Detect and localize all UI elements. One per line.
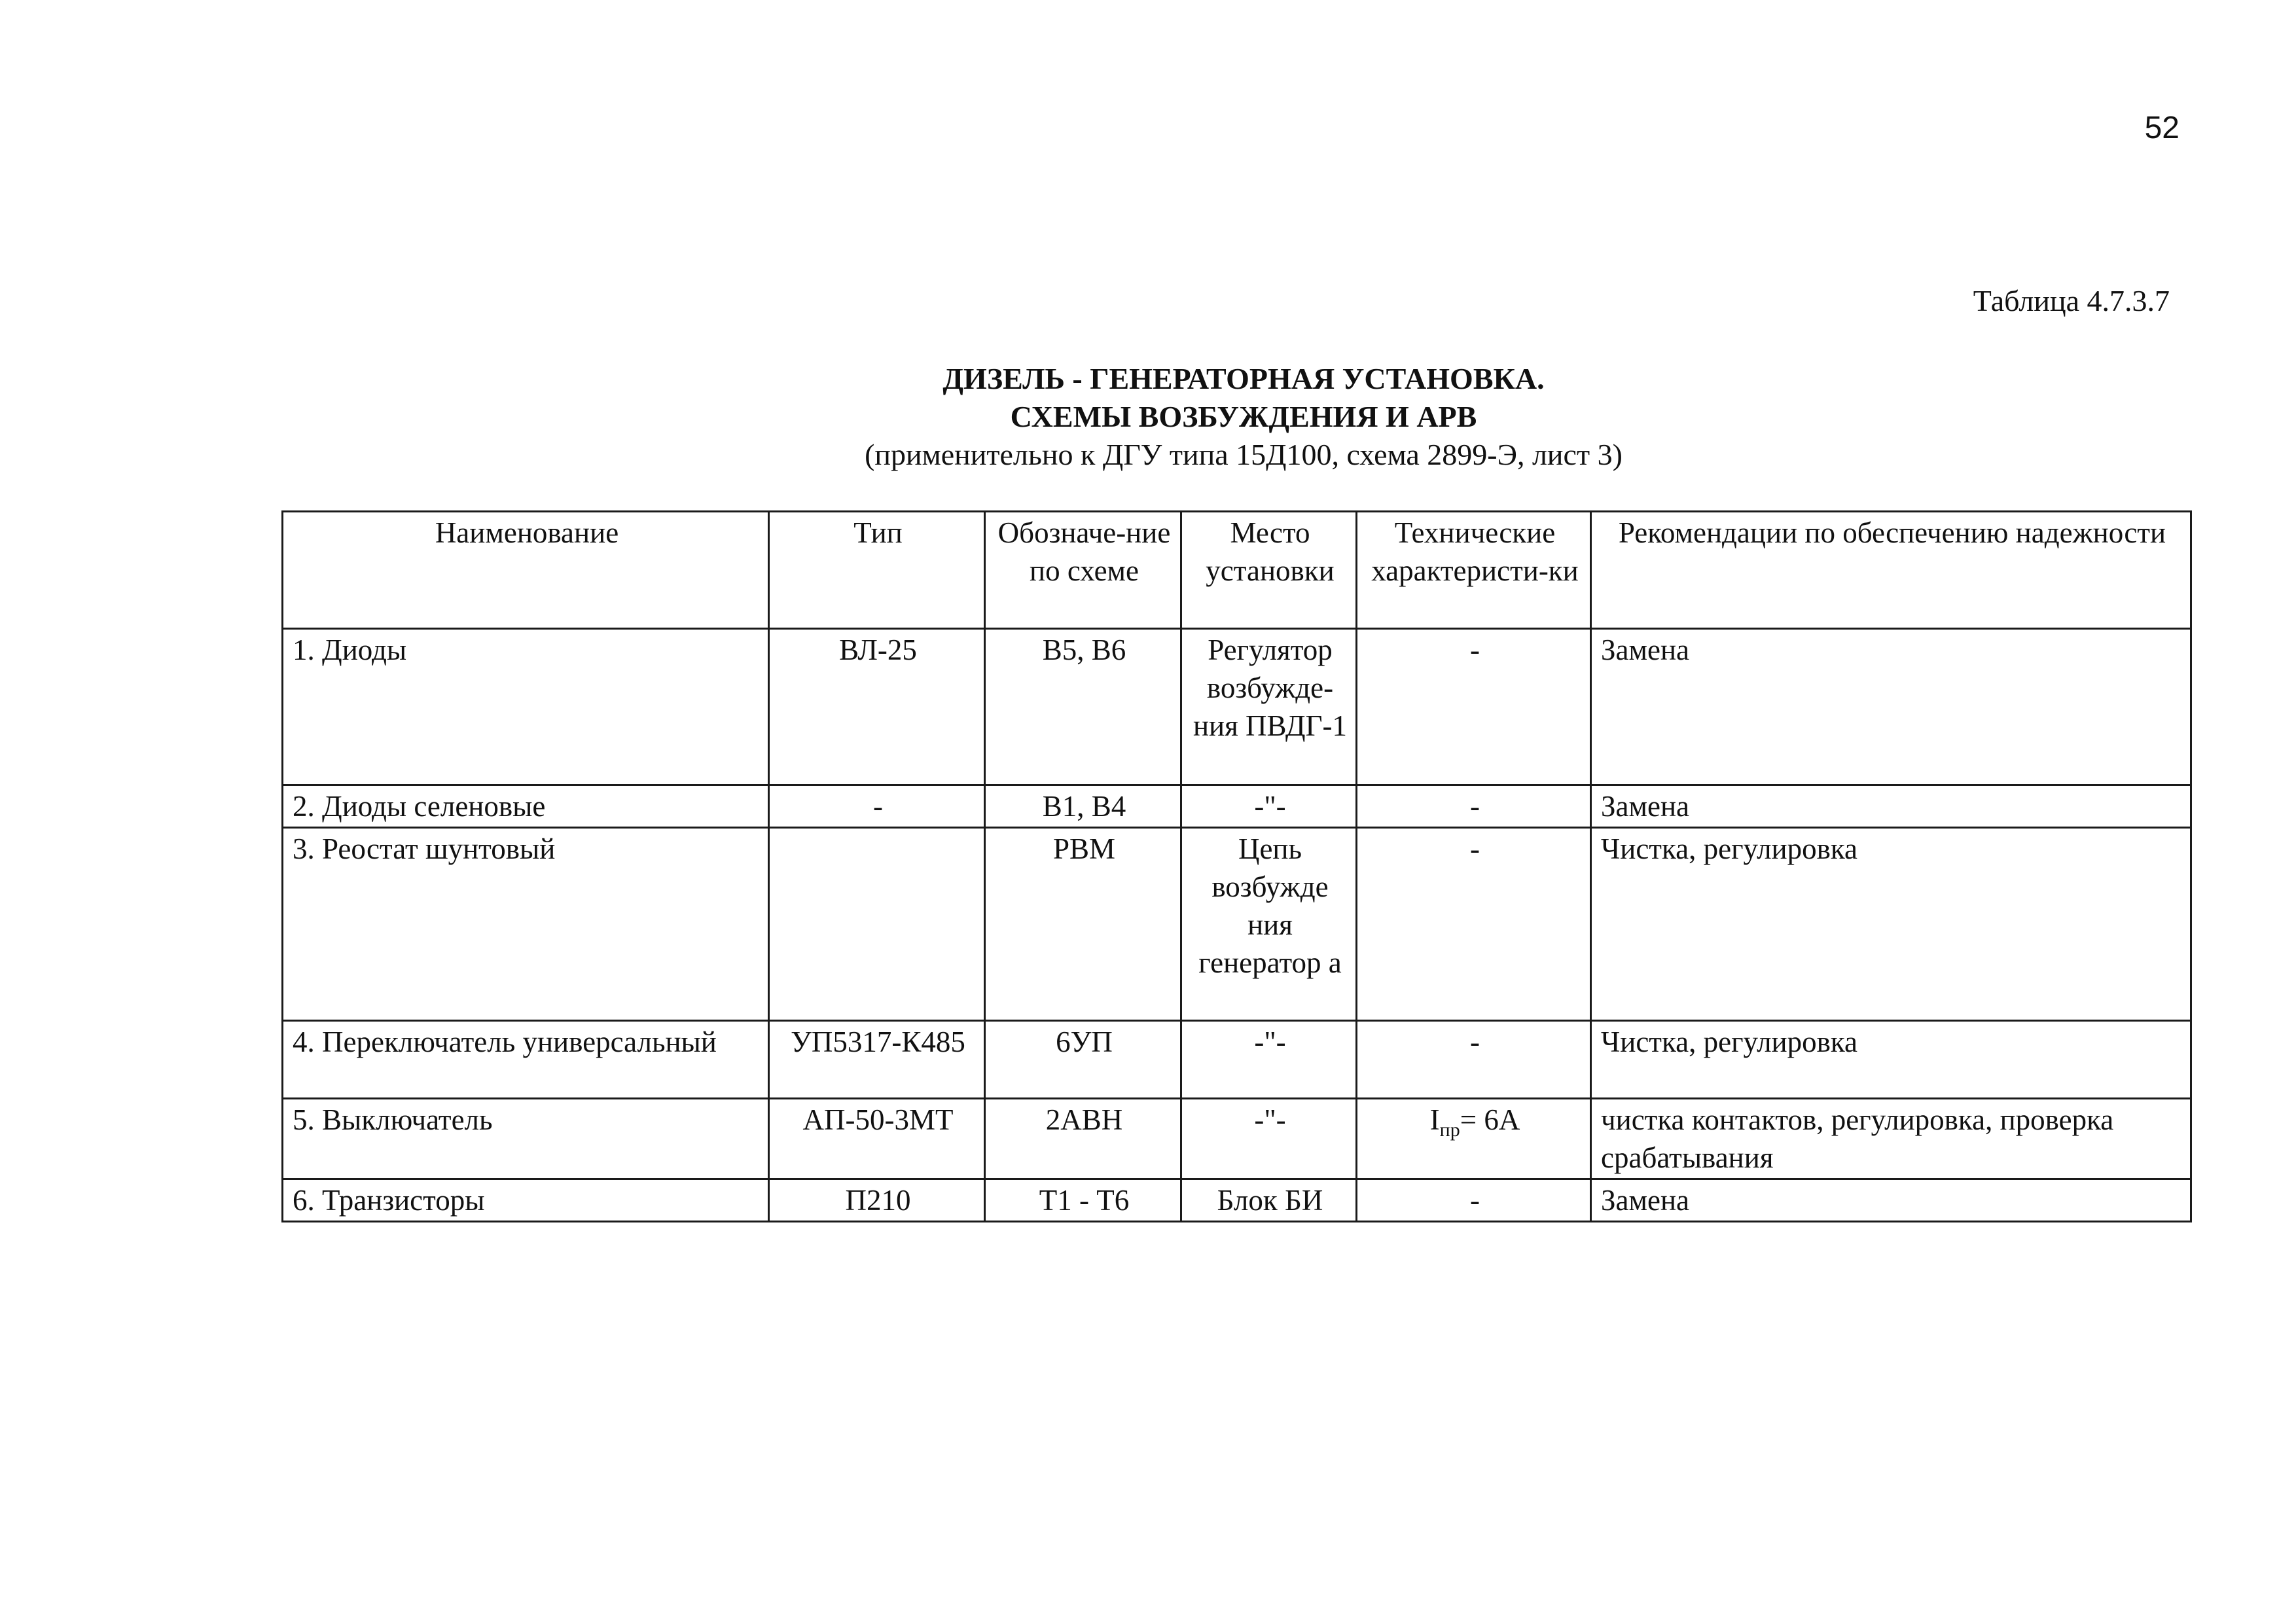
cell-type: АП-50-3МТ bbox=[769, 1099, 985, 1179]
table-header-row bbox=[283, 512, 2191, 629]
cell-type: ВЛ-25 bbox=[769, 629, 985, 785]
cell-specs: - bbox=[1357, 1021, 1591, 1099]
cell-specs bbox=[1357, 1099, 1591, 1179]
document-heading bbox=[720, 360, 1767, 474]
cell-location: -"- bbox=[1181, 785, 1357, 828]
header-designation: Обозначе-ние по схеме bbox=[985, 512, 1181, 629]
cell-designation: В1, В4 bbox=[985, 785, 1181, 828]
cell-type: П210 bbox=[769, 1179, 985, 1222]
cell-name: 1. Диоды bbox=[283, 629, 769, 785]
cell-location: Регулятор возбужде-ния ПВДГ-1 bbox=[1181, 629, 1357, 785]
spec-symbol: I bbox=[1429, 1103, 1440, 1136]
cell-specs: - bbox=[1357, 1179, 1591, 1222]
cell-recommendation: Чистка, регулировка bbox=[1591, 828, 2191, 1021]
cell-designation: 2АВН bbox=[985, 1099, 1181, 1179]
cell-specs: - bbox=[1357, 785, 1591, 828]
cell-name: 2. Диоды селеновые bbox=[283, 785, 769, 828]
header-type: Тип bbox=[769, 512, 985, 629]
header-name: Наименование bbox=[283, 512, 769, 629]
spec-value: = 6А bbox=[1460, 1103, 1520, 1136]
cell-specs: - bbox=[1357, 629, 1591, 785]
table-row bbox=[283, 785, 2191, 828]
cell-type: УП5317-К485 bbox=[769, 1021, 985, 1099]
table-row bbox=[283, 1179, 2191, 1222]
cell-recommendation: Чистка, регулировка bbox=[1591, 1021, 2191, 1099]
header-location: Место установки bbox=[1181, 512, 1357, 629]
cell-name: 4. Переключатель универсальный bbox=[283, 1021, 769, 1099]
cell-location: Блок БИ bbox=[1181, 1179, 1357, 1222]
heading-line-1: ДИЗЕЛЬ - ГЕНЕРАТОРНАЯ УСТАНОВКА. bbox=[942, 362, 1545, 395]
spec-subscript: пр bbox=[1439, 1119, 1460, 1141]
header-specs: Технические характеристи-ки bbox=[1357, 512, 1591, 629]
table-row bbox=[283, 828, 2191, 1021]
cell-specs: - bbox=[1357, 828, 1591, 1021]
cell-recommendation: Замена bbox=[1591, 629, 2191, 785]
cell-recommendation: Замена bbox=[1591, 785, 2191, 828]
header-recommendation: Рекомендации по обеспечению надежности bbox=[1591, 512, 2191, 629]
table-row bbox=[283, 1099, 2191, 1179]
cell-name: 3. Реостат шунтовый bbox=[283, 828, 769, 1021]
cell-location: -"- bbox=[1181, 1021, 1357, 1099]
table-reference: Таблица 4.7.3.7 bbox=[1973, 284, 2170, 317]
cell-designation: РВМ bbox=[985, 828, 1181, 1021]
cell-location: -"- bbox=[1181, 1099, 1357, 1179]
table-row bbox=[283, 629, 2191, 785]
heading-line-2: СХЕМЫ ВОЗБУЖДЕНИЯ И АРВ bbox=[1010, 400, 1477, 433]
cell-type: - bbox=[769, 785, 985, 828]
cell-type bbox=[769, 828, 985, 1021]
cell-recommendation: чистка контактов, регулировка, проверка срабатывания bbox=[1591, 1099, 2191, 1179]
cell-location: Цепь возбужде ния генератор а bbox=[1181, 828, 1357, 1021]
cell-designation: В5, В6 bbox=[985, 629, 1181, 785]
equipment-table bbox=[281, 510, 2192, 1222]
cell-name: 6. Транзисторы bbox=[283, 1179, 769, 1222]
heading-line-3: (применительно к ДГУ типа 15Д100, схема 2899-Э, лист 3) bbox=[865, 438, 1623, 471]
cell-designation: 6УП bbox=[985, 1021, 1181, 1099]
cell-name: 5. Выключатель bbox=[283, 1099, 769, 1179]
page-number: 52 bbox=[2144, 111, 2179, 145]
cell-recommendation: Замена bbox=[1591, 1179, 2191, 1222]
table-row bbox=[283, 1021, 2191, 1099]
cell-designation: Т1 - Т6 bbox=[985, 1179, 1181, 1222]
